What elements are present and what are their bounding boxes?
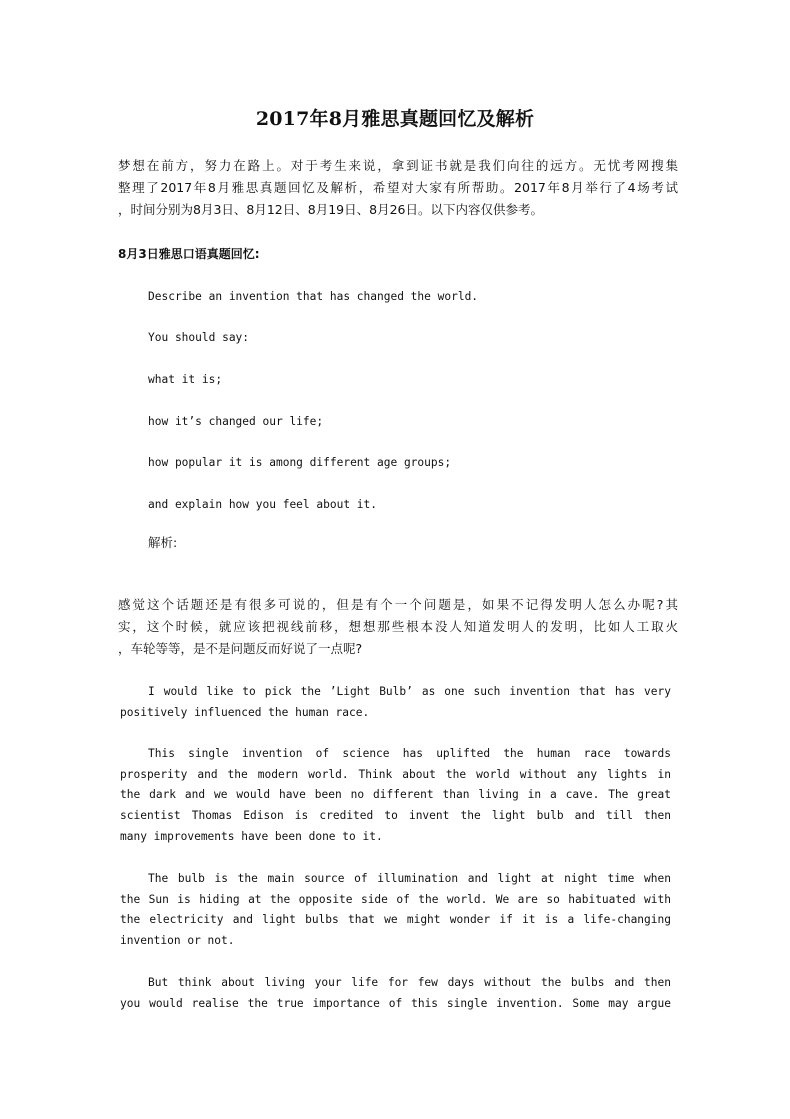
answer-paragraph — [120, 869, 671, 952]
intro-line: 梦想在前方，努力在路上。对于考生来说，拿到证书就是我们向往的远方。无忧考网搜集 — [118, 158, 678, 173]
answer-line: many improvements have been done to it. — [120, 829, 383, 843]
document-title: 2017年8月雅思真题回忆及解析 — [255, 108, 535, 130]
answer-paragraph — [120, 744, 671, 848]
prompt-line: Describe an invention that has changed the world. — [148, 290, 479, 303]
intro-line: ，时间分别为8月3日、8月12日、8月19日、8月26日。以下内容仅供参考。 — [118, 202, 543, 217]
answer-line: invention or not. — [120, 934, 235, 948]
answer-paragraph — [120, 682, 671, 723]
prompt-line: what it is; — [148, 373, 223, 386]
prompt-line: how it’s changed our life; — [148, 415, 324, 428]
answer-line: the Sun is hiding at the opposite side of the world. We are so habituated with — [120, 892, 671, 906]
answer-paragraph — [120, 973, 671, 1014]
analysis-paragraph — [118, 594, 678, 660]
answer-line: prosperity and the modern world. Think about the world without any lights in — [120, 767, 671, 781]
intro-line: 整理了2017年8月雅思真题回忆及解析，希望对大家有所帮助。2017年8月举行了4场考试 — [118, 180, 678, 195]
analysis-line: ，车轮等等，是不是问题反而好说了一点呢? — [118, 641, 363, 656]
answer-line: positively influenced the human race. — [120, 705, 370, 719]
prompt-line: how popular it is among different age groups; — [148, 456, 452, 469]
answer-line: the electricity and light bulbs that we might wonder if it is a life-changing — [120, 913, 671, 927]
intro-paragraph — [118, 155, 678, 221]
answer-line: This single invention of science has uplifted the human race towards — [148, 747, 671, 760]
prompt-line: and explain how you feel about it. — [148, 498, 378, 511]
analysis-label: 解析: — [148, 535, 178, 550]
answer-line: But think about living your life for few days without the bulbs and then — [148, 976, 671, 989]
answer-line: I would like to pick the ’Light Bulb’ as one such invention that has very — [148, 685, 671, 698]
section-heading: 8月3日雅思口语真题回忆: — [118, 247, 260, 261]
prompt-line: You should say: — [148, 331, 250, 344]
answer-line: you would realise the true importance of this single invention. Some may argue — [120, 996, 671, 1010]
answer-line: scientist Thomas Edison is credited to invent the light bulb and till then — [120, 809, 671, 823]
analysis-line: 感觉这个话题还是有很多可说的，但是有个一个问题是，如果不记得发明人怎么办呢?其 — [118, 597, 678, 612]
analysis-line: 实，这个时候，就应该把视线前移，想想那些根本没人知道发明人的发明，比如人工取火 — [118, 619, 678, 634]
answer-line: The bulb is the main source of illumination and light at night time when — [148, 872, 671, 885]
answer-line: the dark and we would have been no different than living in a cave. The great — [120, 788, 671, 802]
